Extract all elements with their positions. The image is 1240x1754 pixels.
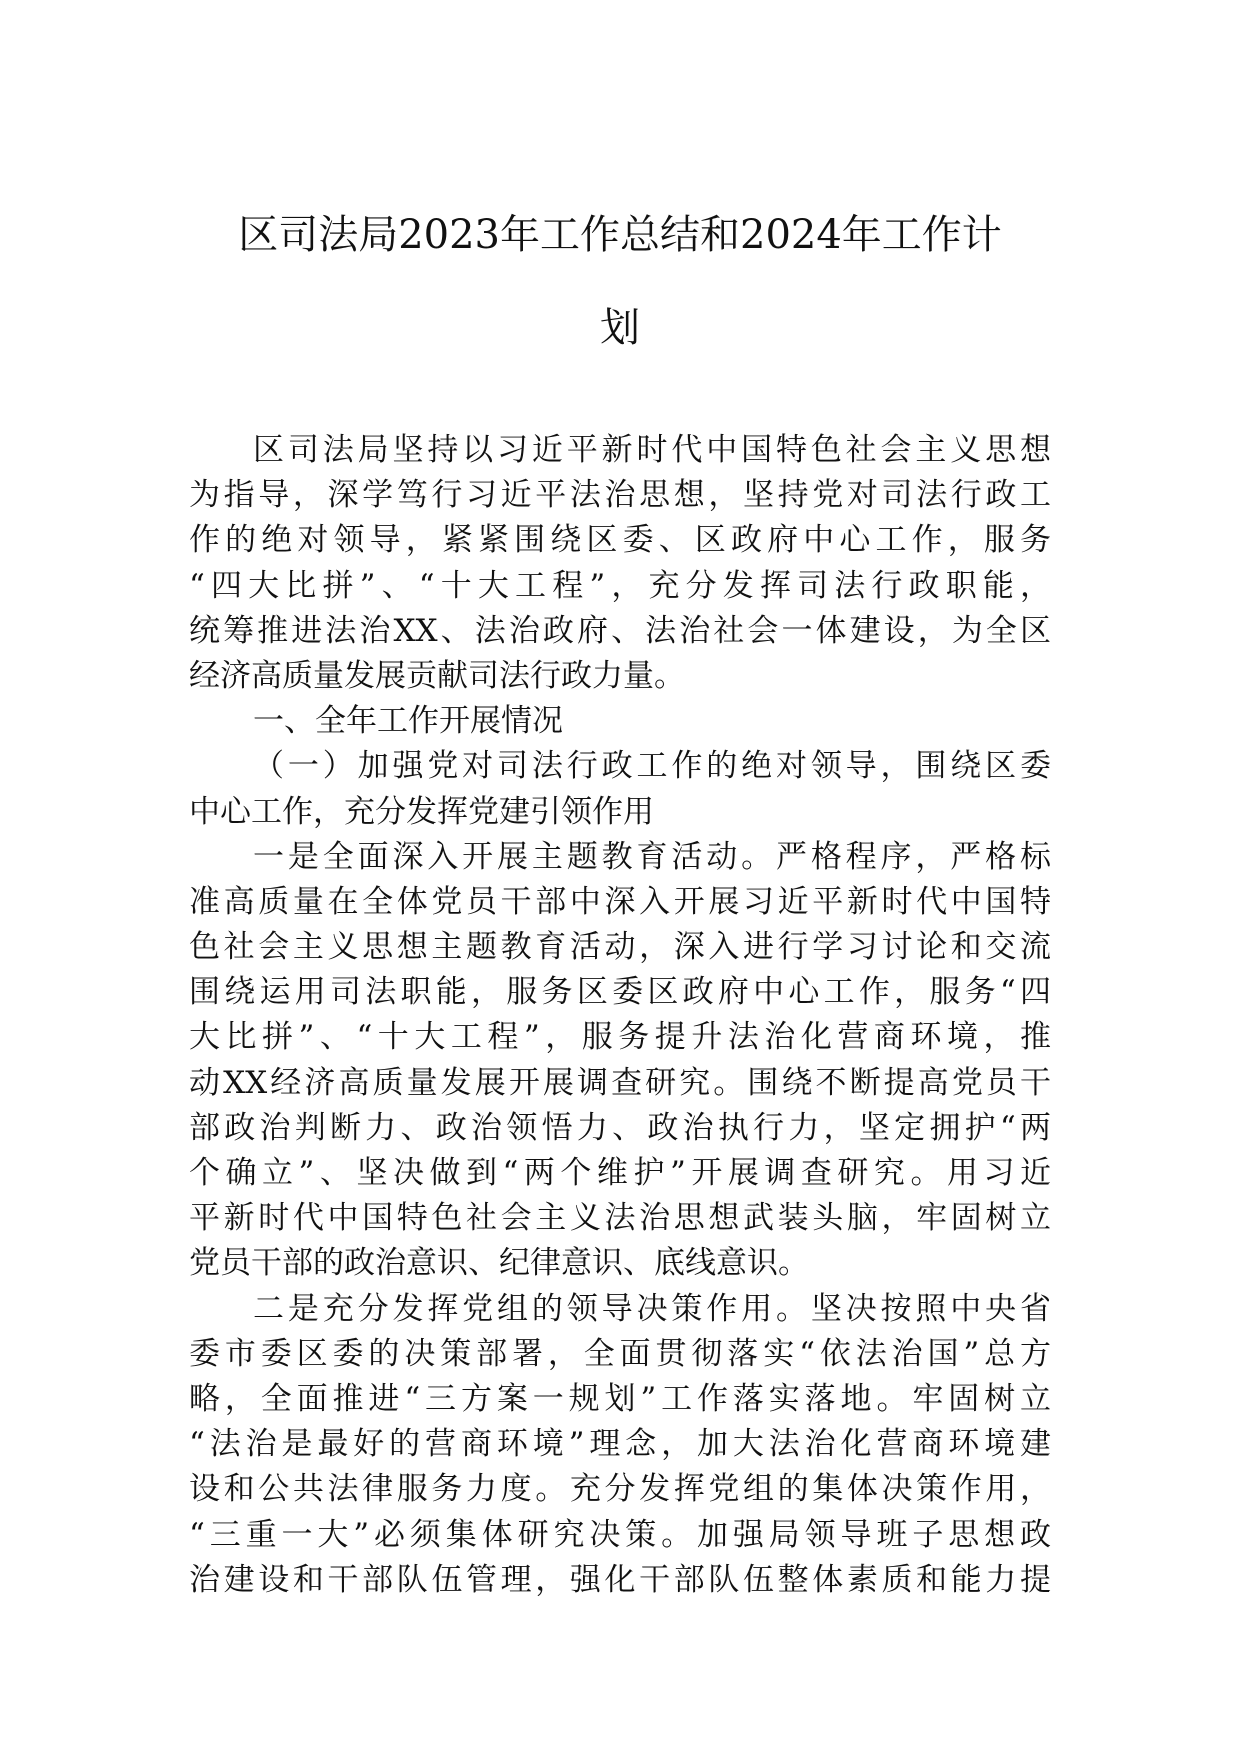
paragraph-intro-line-3: 作的绝对领导，紧紧围绕区委、区政府中心工作，服务: [189, 522, 1051, 559]
paragraph-one-line-5: 大比拼”、“十大工程”，服务提升法治化营商环境，推: [189, 1019, 1051, 1056]
subsection-heading-1-line-2: 中心工作，充分发挥党建引领作用: [189, 793, 654, 830]
paragraph-intro-line-1: 区司法局坚持以习近平新时代中国特色社会主义思想: [253, 432, 1051, 468]
document-title: [189, 210, 1051, 353]
paragraph-one-line-3: 色社会主义思想主题教育活动，深入进行学习讨论和交流: [189, 929, 1051, 966]
paragraph-two-line-7: 治建设和干部队伍管理，强化干部队伍整体素质和能力提: [189, 1561, 1051, 1598]
paragraph-one-line-6: 动XX经济高质量发展开展调查研究。围绕不断提高党员干: [189, 1064, 1051, 1101]
title-line-1: 区司法局2023年工作总结和2024年工作计: [238, 212, 1002, 258]
subsection-heading-1-line-1: （一）加强党对司法行政工作的绝对领导，围绕区委: [253, 748, 1051, 785]
paragraph-two-line-6: “三重一大”必须集体研究决策。加强局领导班子思想政: [189, 1516, 1051, 1553]
paragraph-intro-line-6: 经济高质量发展贡献司法行政力量。: [189, 657, 685, 694]
document-page: [189, 0, 1051, 1754]
document-body: [189, 428, 1051, 1603]
paragraph-intro-line-4: “四大比拼”、“十大工程”，充分发挥司法行政职能，: [189, 567, 1051, 604]
paragraph-one-line-7: 部政治判断力、政治领悟力、政治执行力，坚定拥护“两: [189, 1109, 1051, 1146]
paragraph-one-line-2: 准高质量在全体党员干部中深入开展习近平新时代中国特: [189, 883, 1051, 920]
paragraph-two-line-5: 设和公共法律服务力度。充分发挥党组的集体决策作用，: [189, 1471, 1051, 1508]
paragraph-two-line-1: 二是充分发挥党组的领导决策作用。坚决按照中央省: [253, 1290, 1051, 1327]
section-heading-1: 一、全年工作开展情况: [253, 703, 563, 740]
paragraph-two-line-2: 委市委区委的决策部署，全面贯彻落实“依法治国”总方: [189, 1335, 1051, 1372]
paragraph-two-line-4: “法治是最好的营商环境”理念，加大法治化营商环境建: [189, 1426, 1051, 1463]
paragraph-intro-line-5: 统筹推进法治XX、法治政府、法治社会一体建设，为全区: [189, 612, 1051, 649]
paragraph-two-line-3: 略，全面推进“三方案一规划”工作落实落地。牢固树立: [189, 1380, 1051, 1417]
title-line-2: 划: [600, 305, 640, 351]
paragraph-intro-line-2: 为指导，深学笃行习近平法治思想，坚持党对司法行政工: [189, 477, 1051, 514]
paragraph-one-line-1: 一是全面深入开展主题教育活动。严格程序，严格标: [253, 838, 1051, 875]
paragraph-one-line-4: 围绕运用司法职能，服务区委区政府中心工作，服务“四: [189, 974, 1051, 1011]
paragraph-one-line-9: 平新时代中国特色社会主义法治思想武装头脑，牢固树立: [189, 1200, 1051, 1237]
paragraph-one-line-10: 党员干部的政治意识、纪律意识、底线意识。: [189, 1245, 809, 1282]
paragraph-one-line-8: 个确立”、坚决做到“两个维护”开展调查研究。用习近: [189, 1155, 1051, 1191]
